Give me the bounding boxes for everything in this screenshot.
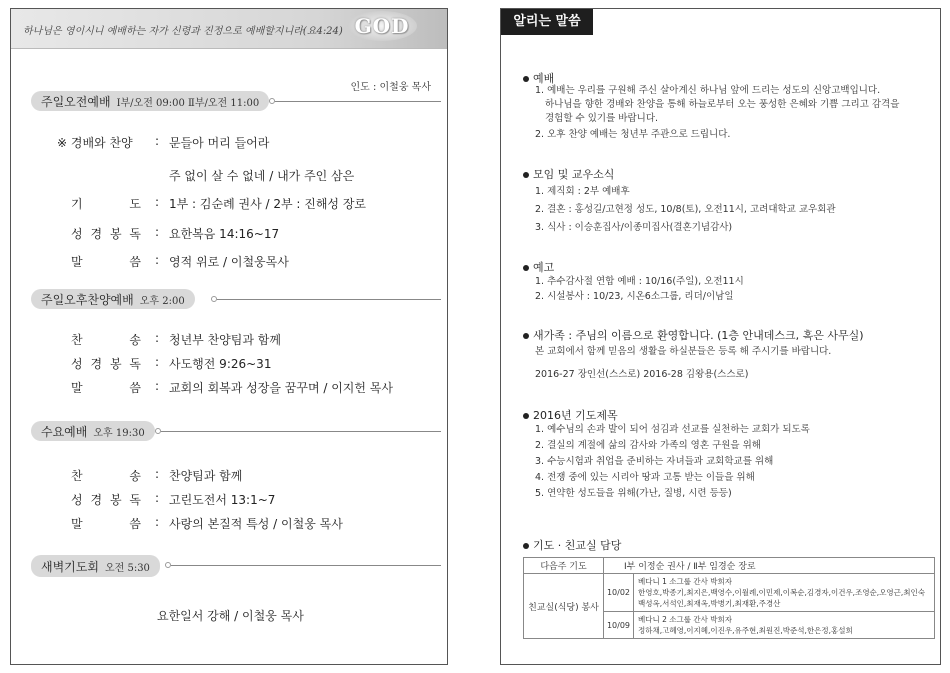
order-label: 기 도 (71, 197, 141, 211)
table-row (524, 574, 935, 612)
notice-heading-new-family: 새가족 : 주님의 이름으로 환영합니다. (1층 안내데스크, 혹은 사무실) (523, 327, 864, 343)
order-colon: : (155, 355, 160, 369)
order-colon: : (155, 467, 160, 481)
order-colon: : (155, 195, 160, 209)
order-value: 찬양팀과 함께 (169, 469, 243, 483)
table-row-label: 친교실(식당) 봉사 (524, 574, 604, 639)
notice-line: 하나님을 향한 경배와 찬양을 통해 하늘로부터 오는 풍성한 은혜와 기쁨 그리고 감격을 (545, 99, 900, 110)
order-colon: : (155, 225, 160, 239)
god-logo: GOD (347, 11, 417, 41)
worship-order-panel (10, 8, 448, 665)
order-colon: : (155, 331, 160, 345)
order-label: 성 경 봉 독 (71, 357, 141, 371)
notice-heading-worship: 예배 (523, 70, 554, 86)
section-pill (31, 555, 160, 577)
section-pill (31, 91, 269, 111)
member-names: 한영호,박종기,최지은,백영수,이월례,이민제,이복순,김경자,이건우,조영순,오영근,최인숙 (638, 588, 926, 597)
order-value: 사랑의 본질적 특성 / 이철웅 목사 (169, 517, 343, 531)
order-label: 성 경 봉 독 (71, 493, 141, 507)
notice-line: 경험할 수 있기를 바랍니다. (545, 113, 659, 124)
notice-line: 본 교회에서 함께 믿음의 생활을 하실분들은 등록 해 주시기를 바랍니다. (535, 346, 832, 357)
dawn-prayer-text: 요한일서 강해 / 이철웅 목사 (157, 609, 304, 623)
section-header-sunday-morning (31, 91, 441, 111)
duty-table (523, 557, 935, 639)
bullet-icon (523, 172, 529, 178)
order-label: 성 경 봉 독 (71, 227, 141, 241)
announcements-tab: 알리는 말씀 (501, 9, 593, 35)
order-colon: : (155, 491, 160, 505)
section-time: 오후 19:30 (93, 428, 145, 439)
bullet-icon (523, 413, 529, 419)
bullet-icon (523, 76, 529, 82)
section-rule (171, 565, 441, 566)
table-header-cell: Ⅰ부 이정순 권사 / Ⅱ부 임경순 장로 (604, 558, 935, 574)
section-rule (217, 299, 441, 300)
announcements-panel (500, 8, 941, 665)
table-members-cell (634, 612, 935, 639)
table-date-cell: 10/02 (604, 574, 634, 612)
order-value: 주 없이 살 수 없네 / 내가 주인 삼은 (169, 169, 355, 183)
order-value: 고린도전서 13:1~7 (169, 493, 276, 507)
section-time: 오후 2:00 (139, 296, 185, 307)
bullet-icon (523, 265, 529, 271)
notice-heading-meetings: 모임 및 교우소식 (523, 166, 614, 182)
order-value: 1부 : 김순례 권사 / 2부 : 진해성 장로 (169, 197, 367, 211)
notice-line: 2. 결실의 계절에 삶의 감사와 가족의 영혼 구원을 위해 (535, 440, 761, 451)
notice-line: 2. 결혼 : 홍성길/고현정 성도, 10/8(토), 오전11시, 고려대학교 교우회관 (535, 204, 836, 215)
order-label: 말 씀 (71, 381, 141, 395)
section-title: 주일오전예배 (41, 95, 111, 109)
order-label: 말 씀 (71, 255, 141, 269)
notice-line: 2016-27 장인선(스스로) 2016-28 김왕용(스스로) (535, 369, 749, 380)
section-title: 주일오후찬양예배 (41, 293, 134, 307)
verse-text: 하나님은 영이시니 예배하는 자가 신령과 진정으로 예배할지니라(요4:24) (23, 26, 343, 37)
notice-line: 3. 수능시험과 취업을 준비하는 자녀들과 교회학교를 위해 (535, 456, 774, 467)
order-colon: : (155, 515, 160, 529)
section-header-sunday-afternoon (31, 289, 441, 309)
notice-line: 2. 오후 찬양 예배는 청년부 주관으로 드립니다. (535, 129, 731, 140)
notice-heading-upcoming: 예고 (523, 259, 554, 275)
notice-line: 5. 연약한 성도들을 위해(가난, 질병, 시련 등등) (535, 488, 732, 499)
order-label: ※ 경배와 찬양 (57, 136, 133, 150)
notice-line: 1. 추수감사절 연합 예배 : 10/16(주일), 오전11시 (535, 276, 744, 287)
notice-line: 3. 식사 : 이승훈집사/이종미집사(결혼기념감사) (535, 222, 733, 233)
section-header-dawn-prayer (31, 555, 441, 575)
notice-line: 1. 예수님의 손과 발이 되어 섬김과 선교를 실천하는 교회가 되도록 (535, 424, 810, 435)
order-colon: : (155, 253, 160, 267)
order-colon: : (155, 134, 160, 148)
order-colon: : (155, 379, 160, 393)
group-leader: 베다니 2 소그룹 간사 박희자 (638, 615, 733, 624)
notice-line: 4. 전쟁 중에 있는 시리아 땅과 고통 받는 이들을 위해 (535, 472, 755, 483)
group-leader: 베다니 1 소그룹 간사 박희자 (638, 577, 733, 586)
notice-line: 1. 예배는 우리를 구원해 주신 살아계신 하나님 앞에 드리는 성도의 신앙고백입니다. (535, 85, 881, 96)
section-time: 오전 5:30 (104, 563, 150, 574)
section-title: 수요예배 (41, 425, 88, 439)
section-title: 새벽기도회 (41, 560, 99, 574)
section-pill (31, 421, 155, 441)
order-label: 찬 송 (71, 333, 141, 347)
notice-line: 1. 제직회 : 2부 예배후 (535, 186, 630, 197)
section-header-wednesday (31, 421, 441, 441)
order-value: 청년부 찬양팀과 함께 (169, 333, 281, 347)
table-row (524, 558, 935, 574)
section-rule (161, 431, 441, 432)
verse-banner (11, 9, 447, 49)
order-value: 교회의 회복과 성장을 꿈꾸며 / 이지헌 목사 (169, 381, 393, 395)
notice-heading-prayer-topics: 2016년 기도제목 (523, 407, 618, 423)
order-value: 영적 위로 / 이철웅목사 (169, 255, 289, 269)
table-members-cell (634, 574, 935, 612)
section-rule (275, 101, 441, 102)
table-date-cell: 10/09 (604, 612, 634, 639)
order-label: 말 씀 (71, 517, 141, 531)
notice-line: 2. 시설봉사 : 10/23, 시온6소그룹, 리더/이남일 (535, 291, 734, 302)
order-value: 사도행전 9:26~31 (169, 357, 272, 371)
order-value: 요한복음 14:16~17 (169, 227, 280, 241)
bullet-icon (523, 333, 529, 339)
bullet-icon (523, 543, 529, 549)
section-time: Ⅰ부/오전 09:00 Ⅱ부/오전 11:00 (116, 98, 260, 109)
member-names: 백성옥,서석인,최재옥,박병기,최재환,주경산 (638, 599, 781, 608)
order-label: 찬 송 (71, 469, 141, 483)
leader-text: 인도 : 이철웅 목사 (350, 82, 431, 93)
table-header-cell: 다음주 기도 (524, 558, 604, 574)
notice-heading-duty: 기도 · 친교실 담당 (523, 537, 621, 553)
order-value: 문들아 머리 들어라 (169, 136, 270, 150)
member-names: 정하채,고혜영,이지혜,이진우,유주현,최원진,박준석,한은정,홍설희 (638, 626, 853, 635)
section-pill (31, 289, 195, 309)
